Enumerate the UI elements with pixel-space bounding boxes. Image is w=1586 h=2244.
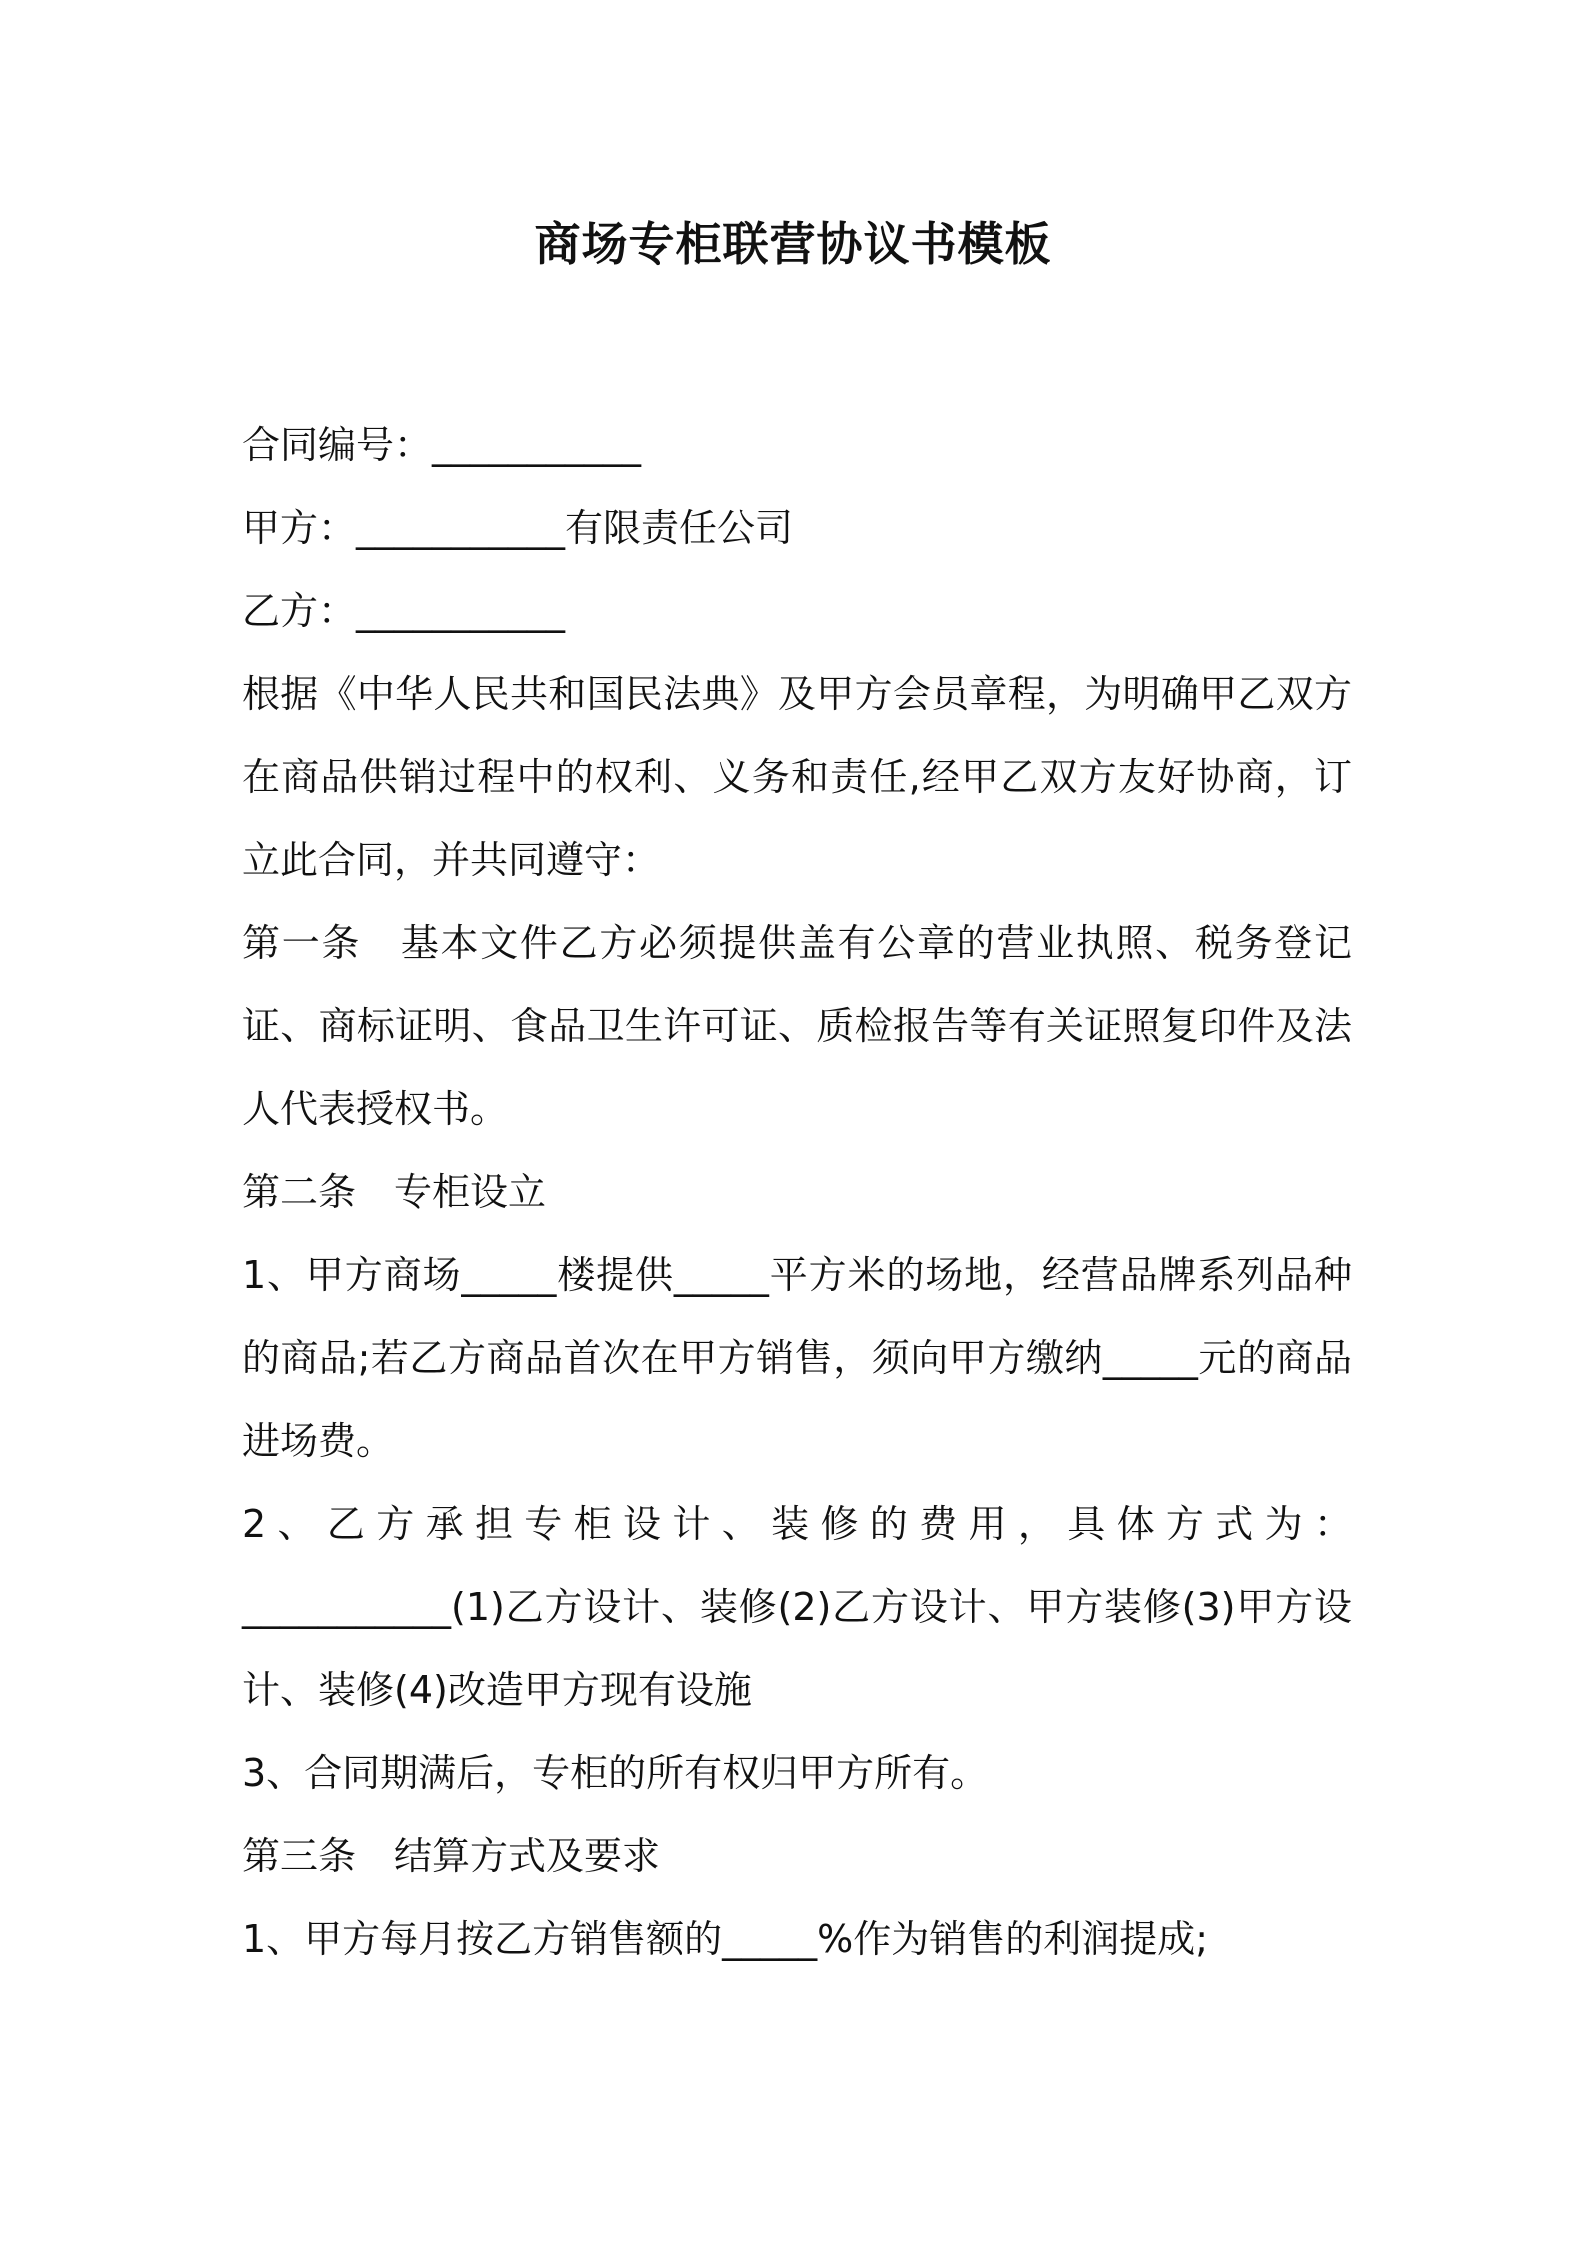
article-3-item-1: 1、甲方每月按乙方销售额的_____%作为销售的利润提成; xyxy=(242,1917,1209,1961)
article-2-item-3: 3、合同期满后，专柜的所有权归甲方所有。 xyxy=(242,1751,989,1795)
article-3-heading: 第三条 结算方式及要求 xyxy=(242,1834,661,1878)
article-2-item-2: 2、乙方承担专柜设计、装修的费用，具体方式为：___________(1)乙方设计、装修(2)乙方设计、甲方装修(3)甲方设计、装修(4)改造甲方现有设施 xyxy=(242,1502,1352,1712)
party-b-line: 乙方：___________ xyxy=(242,589,566,633)
document-body xyxy=(242,404,1352,1981)
article-2-item-1: 1、甲方商场_____楼提供_____平方米的场地，经营品牌系列品种的商品;若乙方商品首次在甲方销售，须向甲方缴纳_____元的商品进场费。 xyxy=(242,1253,1352,1463)
article-2-heading: 第二条 专柜设立 xyxy=(242,1170,547,1214)
party-a-line: 甲方：___________有限责任公司 xyxy=(242,506,794,550)
contract-number-line: 合同编号：___________ xyxy=(242,423,642,467)
article-1-paragraph: 第一条 基本文件乙方必须提供盖有公章的营业执照、税务登记证、商标证明、食品卫生许可证、质检报告等有关证照复印件及法人代表授权书。 xyxy=(242,921,1352,1131)
document-title: 商场专柜联营协议书模板 xyxy=(534,217,1052,271)
preamble-paragraph: 根据《中华人民共和国民法典》及甲方会员章程，为明确甲乙双方在商品供销过程中的权利、义务和责任,经甲乙双方友好协商，订立此合同，并共同遵守： xyxy=(242,672,1352,882)
